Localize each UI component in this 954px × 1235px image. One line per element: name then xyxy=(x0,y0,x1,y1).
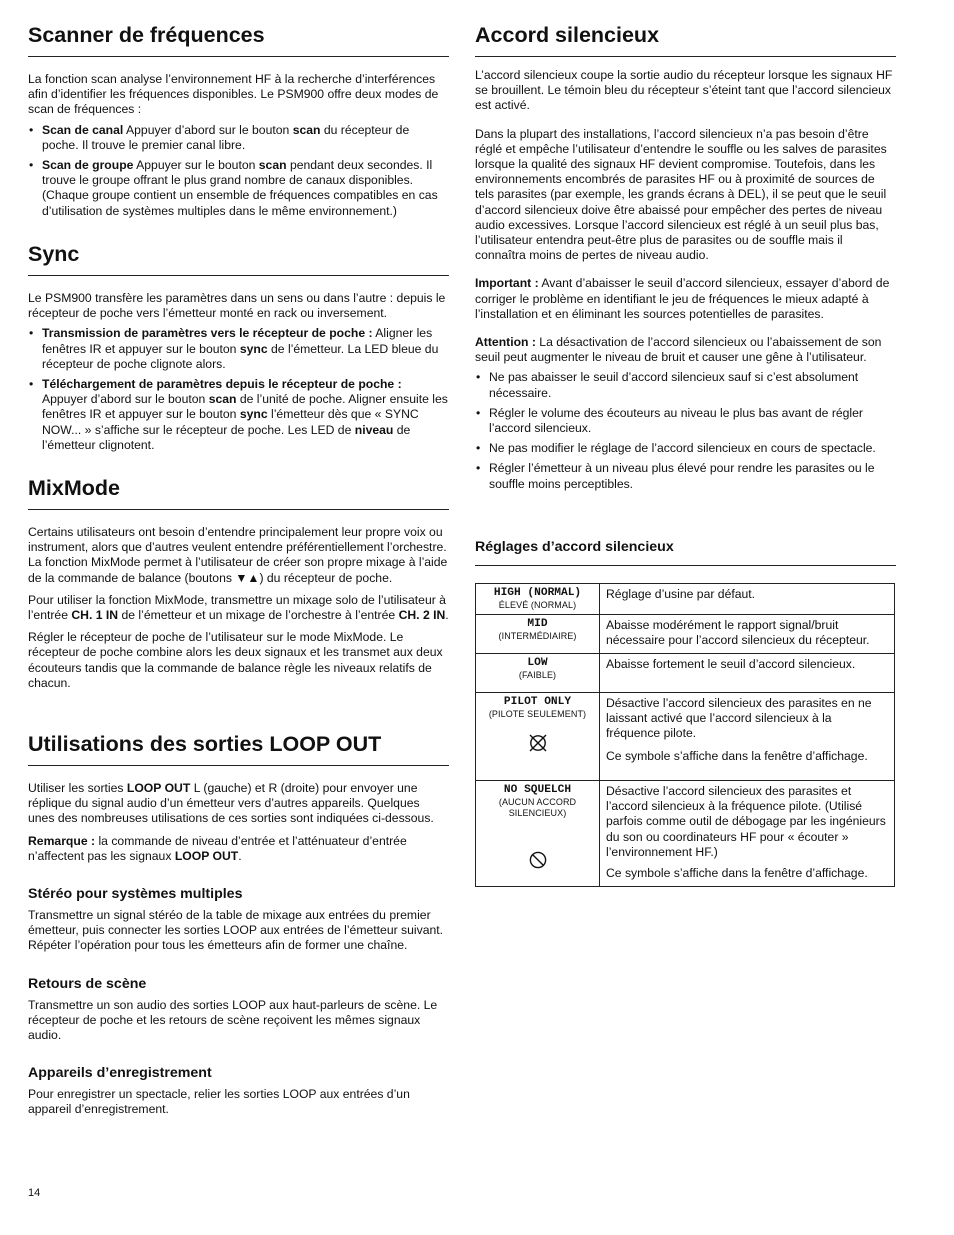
section-table-title xyxy=(475,538,896,566)
list-item: • Scan de groupe Appuyer sur le bouton scan pendant deux secondes. Il trouve le groupe offrant le plus grand nombre de canaux disponibles. (Chaque groupe contient un ensemble de fréquences compatibles en cas d’utilisation de systèmes multiples dans le même environnement.) xyxy=(28,158,449,219)
list-item: • Régler le volume des écouteurs au niveau le plus bas avant de régler l’accord silencieux. xyxy=(475,406,896,436)
setting-desc: Désactive l’accord silencieux des parasites en ne laissant activé que l’accord silencieux à la fréquence pilote. xyxy=(606,696,872,741)
setting-desc: Désactive l’accord silencieux des parasites et l’accord silencieux à la fréquence pilote. (Utilisé parfois comme outil de débogage par les ingénieurs du son ou coordinateurs HF pour « écouter » l’environnement HF.) xyxy=(606,784,886,859)
setting-sub: (FAIBLE) xyxy=(518,670,557,680)
heading-accord: Accord silencieux xyxy=(475,23,660,47)
heading-mixmode: MixMode xyxy=(28,476,120,500)
enregistrement-text: Pour enregistrer un spectacle, relier les sorties LOOP aux entrées d’un appareil d’enregistrement. xyxy=(28,1087,410,1117)
list-item: • Ne pas modifier le réglage de l’accord silencieux en cours de spectacle. xyxy=(475,441,896,456)
table-row xyxy=(476,654,895,693)
sync-intro: Le PSM900 transfère les paramètres dans un sens ou dans l’autre : depuis le récepteur de poche vers l’émetteur monté en rack ou inversement. xyxy=(28,291,446,321)
heading-scanner: Scanner de fréquences xyxy=(28,23,265,47)
accord-p2: Dans la plupart des installations, l’accord silencieux n’a pas besoin d’être réglé et empêche l’utilisateur d’entendre le souffle ou les salves de parasites lorsque la qualité des signaux HF devient compromise. Toutefois, dans les environnements encombrés de parasites HF ou à proximité de sources de tels parasites (par exemple, les grands écrans à DEL), il se peut que le seuil d’accord silencieux doive être abaissé pour empêcher des pertes de niveau audio excessives. Lorsque l’accord silencieux est réglé à un seuil plus bas, l’utilisateur entendra peut-être plus de parasites ou de souffle mais il connaîtra moins de pertes de niveau audio. xyxy=(475,126,887,263)
pilot-only-icon xyxy=(528,733,548,753)
subheading-retours: Retours de scène xyxy=(28,975,147,992)
sync-list xyxy=(28,326,449,453)
scanner-intro: La fonction scan analyse l’environnement HF à la recherche d’interférences afin d’identifier les fréquences disponibles. Le PSM900 offre deux modes de scan de fréquences : xyxy=(28,72,439,117)
page-number: 14 xyxy=(28,1187,41,1199)
list-item: • Scan de canal Appuyer d’abord sur le bouton scan du récepteur de poche. Il trouve le premier canal libre. xyxy=(28,123,449,153)
table-title: Réglages d’accord silencieux xyxy=(475,539,674,555)
mixmode-p2: Pour utiliser la fonction MixMode, transmettre un mixage solo de l’utilisateur à l’entrée CH. 1 IN de l’émetteur et un mixage de l’orchestre à l’entrée CH. 2 IN. xyxy=(28,592,449,623)
setting-sub: (AUCUN ACCORD SILENCIEUX) xyxy=(498,797,577,818)
stereo-text: Transmettre un signal stéréo de la table de mixage aux entrées du premier émetteur, puis connecter les sorties LOOP aux entrées de l’émetteur suivant. Répéter l’opération pour tous les émetteurs afin de former une chaîne. xyxy=(28,908,444,953)
section-accord xyxy=(475,22,896,492)
section-mixmode xyxy=(28,475,449,691)
list-item: • Transmission de paramètres vers le récepteur de poche : Aligner les fenêtres IR et appuyer sur le bouton sync de l’émetteur. La LED bleue du récepteur de poche clignote alors. xyxy=(28,326,449,372)
heading-rule xyxy=(475,565,896,566)
setting-key: LOW xyxy=(527,657,548,669)
setting-key: NO SQUELCH xyxy=(503,784,572,796)
list-item: • Téléchargement de paramètres depuis le récepteur de poche : Appuyer d’abord sur le bouton scan de l’unité de poche. Aligner ensuite les fenêtres IR et appuyer sur le bouton sync l’émetteur dès que « SYNC NOW... » s’affiche sur le récepteur de poche. Les LED de niveau de l’émetteur clignotent. xyxy=(28,377,449,453)
squelch-settings-table xyxy=(475,583,895,887)
setting-desc-note: Ce symbole s’affiche dans la fenêtre d’affichage. xyxy=(606,748,868,763)
scanner-list xyxy=(28,123,449,219)
section-loop-out xyxy=(28,731,449,1118)
mixmode-p1: Certains utilisateurs ont besoin d’entendre principalement leur propre voix ou instrument, alors que d’autres veulent entendre préférentiellement l’orchestre. La fonction MixMode permet à l’utilisateur de créer son propre mixage à l’aide de la commande de balance (boutons ▼▲) du récepteur de poche. xyxy=(28,525,448,585)
no-squelch-icon xyxy=(528,850,548,870)
setting-desc: Réglage d’usine par défaut. xyxy=(600,584,895,615)
setting-key: MID xyxy=(527,618,548,630)
mixmode-p3: Régler le récepteur de poche de l’utilisateur sur le mode MixMode. Le récepteur de poche combine alors les deux signaux et les transmet aux deux écouteurs tandis que la commande de balance règle les niveaux relatifs de chacun. xyxy=(28,630,443,690)
table-row xyxy=(476,781,895,887)
heading-sync: Sync xyxy=(28,242,80,266)
section-scanner xyxy=(28,22,449,219)
loop-p1: Utiliser les sorties LOOP OUT L (gauche) et R (droite) pour envoyer une réplique du signal audio d’un émetteur vers d’autres appareils. Quelques unes des nombreuses utilisations de ces sorties sont indiquées ci-dessous. xyxy=(28,781,434,826)
setting-desc: Abaisse fortement le seuil d’accord silencieux. xyxy=(600,654,895,693)
subheading-enregistrement: Appareils d’enregistrement xyxy=(28,1065,212,1082)
setting-sub: (INTERMÉDIAIRE) xyxy=(498,631,577,641)
setting-sub: (PILOTE SEULEMENT) xyxy=(488,709,587,719)
table-row xyxy=(476,693,895,781)
subheading-stereo: Stéréo pour systèmes multiples xyxy=(28,886,243,903)
accord-list xyxy=(475,370,896,491)
retours-text: Transmettre un son audio des sorties LOOP aux haut-parleurs de scène. Le récepteur de poche et les retours de scène reçoivent les mêmes signaux audio. xyxy=(28,997,438,1043)
setting-sub: ÉLEVÉ (NORMAL) xyxy=(498,600,577,610)
section-sync xyxy=(28,241,449,453)
accord-important: Important : Avant d’abaisser le seuil d’accord silencieux, essayer d’abord de corriger le problème en identifiant le jeu de fréquences le mieux adapté à l’installation et en éliminant les sources potentielles de parasites. xyxy=(475,276,890,321)
table-row xyxy=(476,584,895,615)
setting-key: PILOT ONLY xyxy=(503,696,572,708)
accord-p1: L’accord silencieux coupe la sortie audio du récepteur lorsque les signaux HF se brouillent. Le témoin bleu du récepteur s’éteint tant que l’accord silencieux est activé. xyxy=(475,68,893,113)
setting-key: HIGH (NORMAL) xyxy=(493,587,582,599)
table-row xyxy=(476,615,895,654)
setting-desc: Abaisse modérément le rapport signal/bruit nécessaire pour l’accord silencieux du récepteur. xyxy=(600,615,895,654)
list-item: • Régler l’émetteur à un niveau plus élevé pour rendre les parasites ou le souffle moins perceptibles. xyxy=(475,461,896,491)
accord-attention: Attention : La désactivation de l’accord silencieux ou l’abaissement de son seuil peut augmenter le niveau de bruit et causer une gêne à l’utilisateur. xyxy=(475,335,882,365)
setting-desc-note: Ce symbole s’affiche dans la fenêtre d’affichage. xyxy=(606,866,868,881)
heading-loop-out: Utilisations des sorties LOOP OUT xyxy=(28,732,382,756)
loop-note: Remarque : la commande de niveau d’entrée et l’atténuateur d’entrée n’affectent pas les signaux LOOP OUT. xyxy=(28,833,407,863)
list-item: • Ne pas abaisser le seuil d’accord silencieux sauf si c’est absolument nécessaire. xyxy=(475,370,896,400)
